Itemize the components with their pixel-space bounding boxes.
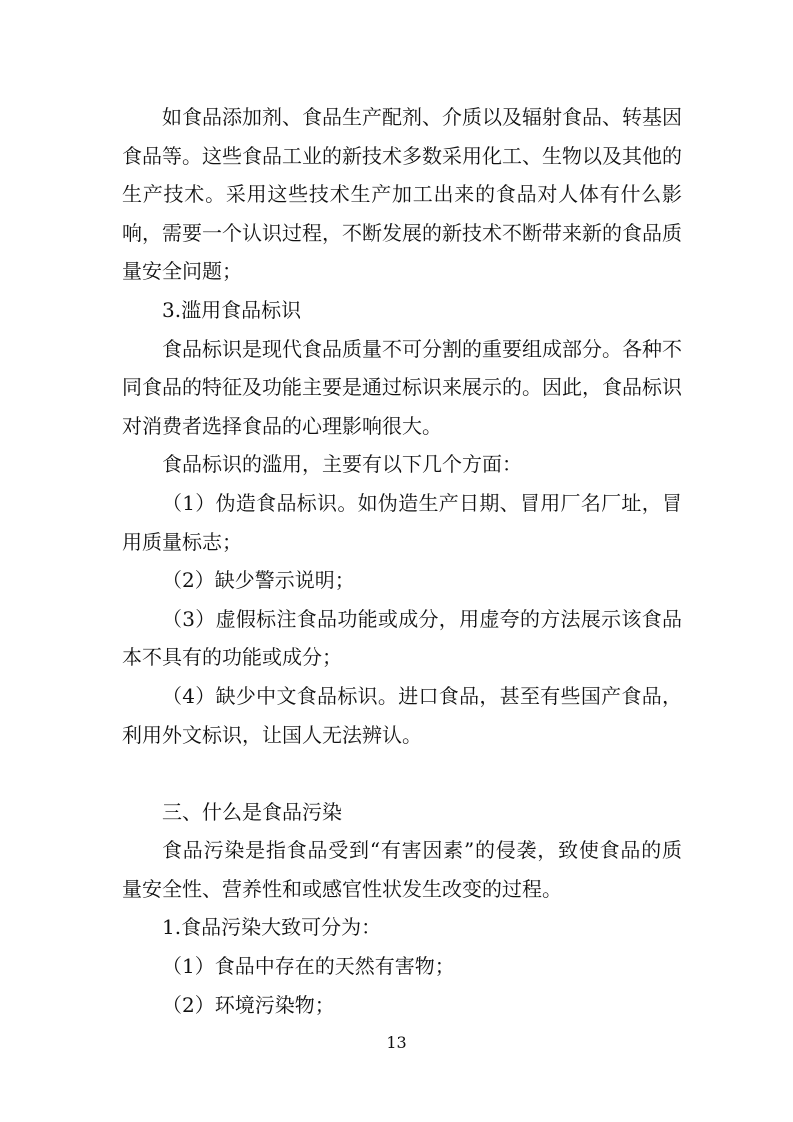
section-heading: 三、什么是食品污染 (162, 799, 342, 824)
paragraph: 食品标识的滥用，主要有以下几个方面： (162, 452, 522, 477)
list-item: （4）缺少中文食品标识。进口食品，甚至有些国产食品，利用外文标识，让国人无法辨认。 (122, 683, 682, 747)
page-number: 13 (386, 1033, 407, 1052)
list-item: （2）缺少警示说明； (162, 568, 355, 593)
list-item: （1）伪造食品标识。如伪造生产日期、冒用厂名厂址，冒用质量标志； (122, 490, 682, 554)
list-item: （2）环境污染物； (162, 992, 335, 1017)
section-heading: 3.滥用食品标识 (162, 297, 302, 322)
paragraph: 如食品添加剂、食品生产配剂、介质以及辐射食品、转基因食品等。这些食品工业的新技术多数采用化工、生物以及其他的生产技术。采用这些技术生产加工出来的食品对人体有什么影响，需要一个认识过程，不断发展的新技术不断带来新的食品质量安全问题； (122, 105, 682, 284)
list-item: （1）食品中存在的天然有害物； (162, 954, 455, 979)
body-text (122, 98, 682, 1024)
paragraph: 食品污染是指食品受到“有害因素”的侵袭，致使食品的质量安全性、营养性和或感官性状发生改变的过程。 (122, 838, 682, 901)
blank-line (122, 754, 682, 793)
subsection-heading: 1.食品污染大致可分为： (162, 915, 382, 940)
list-item: （3）虚假标注食品功能或成分，用虚夸的方法展示该食品本不具有的功能或成分； (122, 606, 682, 670)
paragraph: 食品标识是现代食品质量不可分割的重要组成部分。各种不同食品的特征及功能主要是通过标识来展示的。因此，食品标识对消费者选择食品的心理影响很大。 (122, 336, 682, 438)
